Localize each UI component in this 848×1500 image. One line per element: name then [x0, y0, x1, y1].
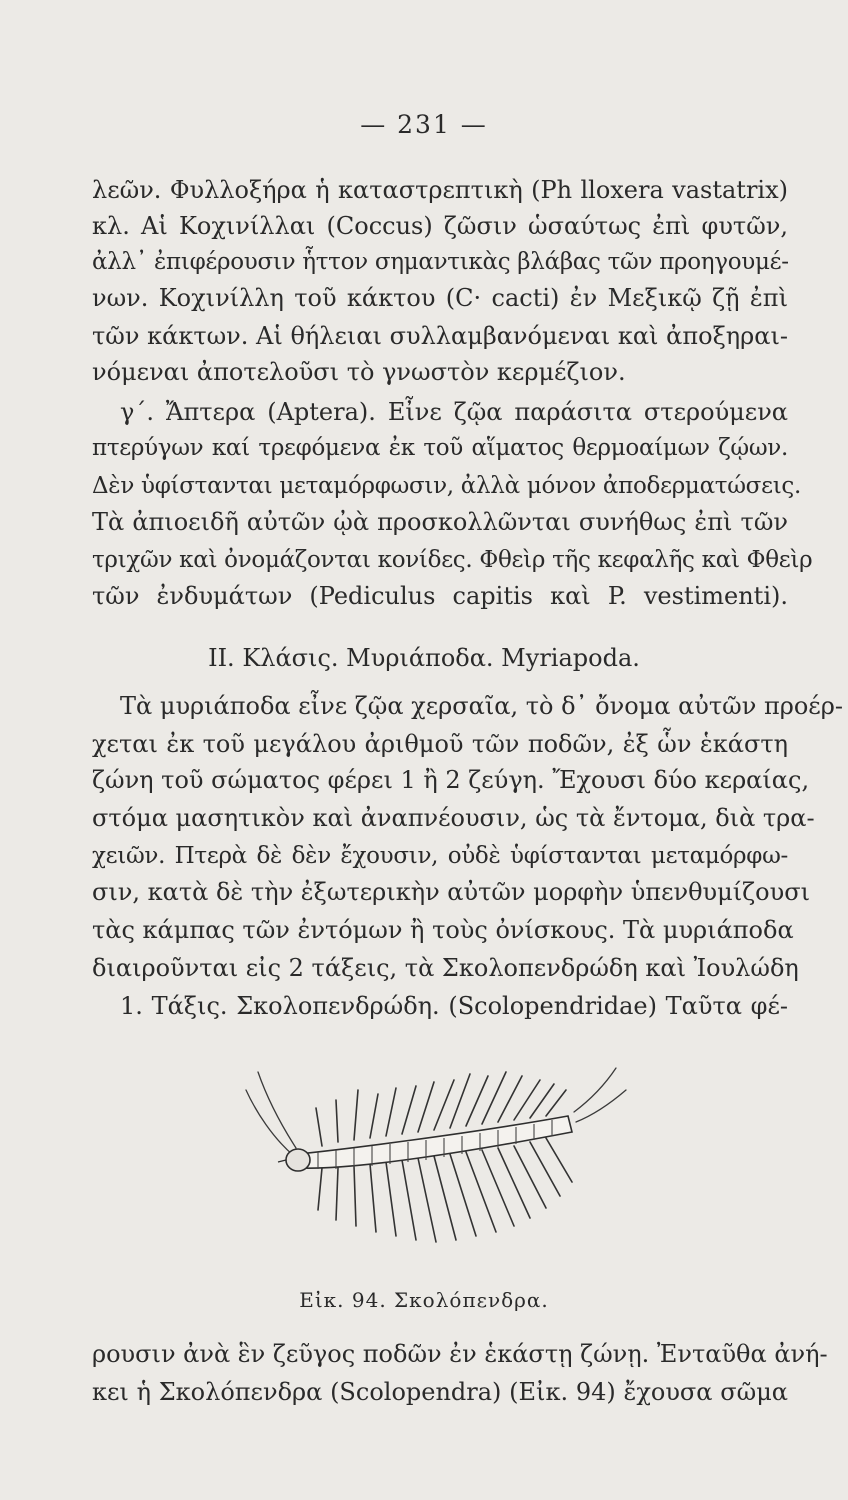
text-line: τριχῶν καὶ ὀνομάζονται κονίδες. Φθεὶρ τῆς κεφαλῆς καὶ Φθεὶρ: [92, 547, 813, 573]
text-line: γ´. Ἄπτερα (Aptera). Εἶνε ζῷα παράσιτα στερούμενα: [120, 398, 788, 426]
text-line: τῶν κάκτων. Αἱ θήλειαι συλλαμβανόμεναι καὶ ἀποξηραι-: [92, 322, 788, 350]
scolopendra-illustration: [218, 1050, 638, 1275]
text-line: ζώνη τοῦ σώματος φέρει 1 ἢ 2 ζεύγη. Ἔχουσι δύο κεραίας,: [92, 766, 810, 794]
text-line: ἀλλ᾽ ἐπιφέρουσιν ἧττον σημαντικὰς βλάβας τῶν προηγουμέ-: [92, 249, 789, 275]
text-line: Δὲν ὑφίστανται μεταμόρφωσιν, ἀλλὰ μόνον ἀποδερματώσεις.: [92, 473, 802, 499]
text-line: νων. Κοχινίλλη τοῦ κάκτου (C· cacti) ἐν Μεξικῷ ζῇ ἐπὶ: [92, 284, 788, 312]
text-line: κλ. Αἱ Κοχινίλλαι (Coccus) ζῶσιν ὡσαύτως ἐπὶ φυτῶν,: [92, 212, 788, 240]
text-line: τῶν ἐνδυμάτων (Pediculus capitis καὶ P. vestimenti).: [92, 582, 788, 610]
text-line: χειῶν. Πτερὰ δὲ δὲν ἔχουσιν, οὐδὲ ὑφίστανται μεταμόρφω-: [92, 843, 788, 869]
text-line: Τὰ μυριάποδα εἶνε ζῷα χερσαῖα, τὸ δ᾽ ὄνομα αὐτῶν προέρ-: [120, 692, 843, 720]
text-line: 1. Τάξις. Σκολοπενδρώδη. (Scolopendridae) Ταῦτα φέ-: [120, 992, 788, 1020]
text-line: νόμεναι ἀποτελοῦσι τὸ γνωστὸν κερμέζιον.: [92, 358, 626, 386]
text-line: Τὰ ἀπιοειδῆ αὐτῶν ᾠὰ προσκολλῶνται συνήθως ἐπὶ τῶν: [92, 508, 788, 536]
text-line: διαιροῦνται εἰς 2 τάξεις, τὰ Σκολοπενδρώδη καὶ Ἰουλώδη: [92, 954, 799, 982]
text-line: στόμα μασητικὸν καὶ ἀναπνέουσιν, ὡς τὰ ἔντομα, διὰ τρα-: [92, 804, 815, 832]
text-line: πτερύγων καί τρεφόμενα ἐκ τοῦ αἵματος θερμοαίμων ζῴων.: [92, 435, 788, 461]
figure-caption: Εἰκ. 94. Σκολόπενδρα.: [299, 1288, 549, 1312]
section-heading: II. Κλάσις. Μυριάποδα. Myriapoda.: [208, 644, 640, 672]
text-line: χεται ἐκ τοῦ μεγάλου ἀριθμοῦ τῶν ποδῶν, ἐξ ὧν ἑκάστη: [92, 730, 788, 758]
text-line: λεῶν. Φυλλοξήρα ἡ καταστρεπτικὴ (Ph lloxera vastatrix): [92, 176, 788, 204]
page-number: — 231 —: [360, 110, 488, 139]
text-line: σιν, κατὰ δὲ τὴν ἐξωτερικὴν αὐτῶν μορφὴν ὑπενθυμίζουσι: [92, 878, 810, 906]
text-line: ρουσιν ἀνὰ ἓν ζεῦγος ποδῶν ἐν ἑκάστῃ ζώνῃ. Ἐνταῦθα ἀνή-: [92, 1340, 828, 1368]
text-line: κει ἡ Σκολόπενδρα (Scolopendra) (Εἰκ. 94) ἔχουσα σῶμα: [92, 1378, 788, 1406]
text-line: τὰς κάμπας τῶν ἐντόμων ἢ τοὺς ὀνίσκους. Τὰ μυριάποδα: [92, 916, 794, 944]
